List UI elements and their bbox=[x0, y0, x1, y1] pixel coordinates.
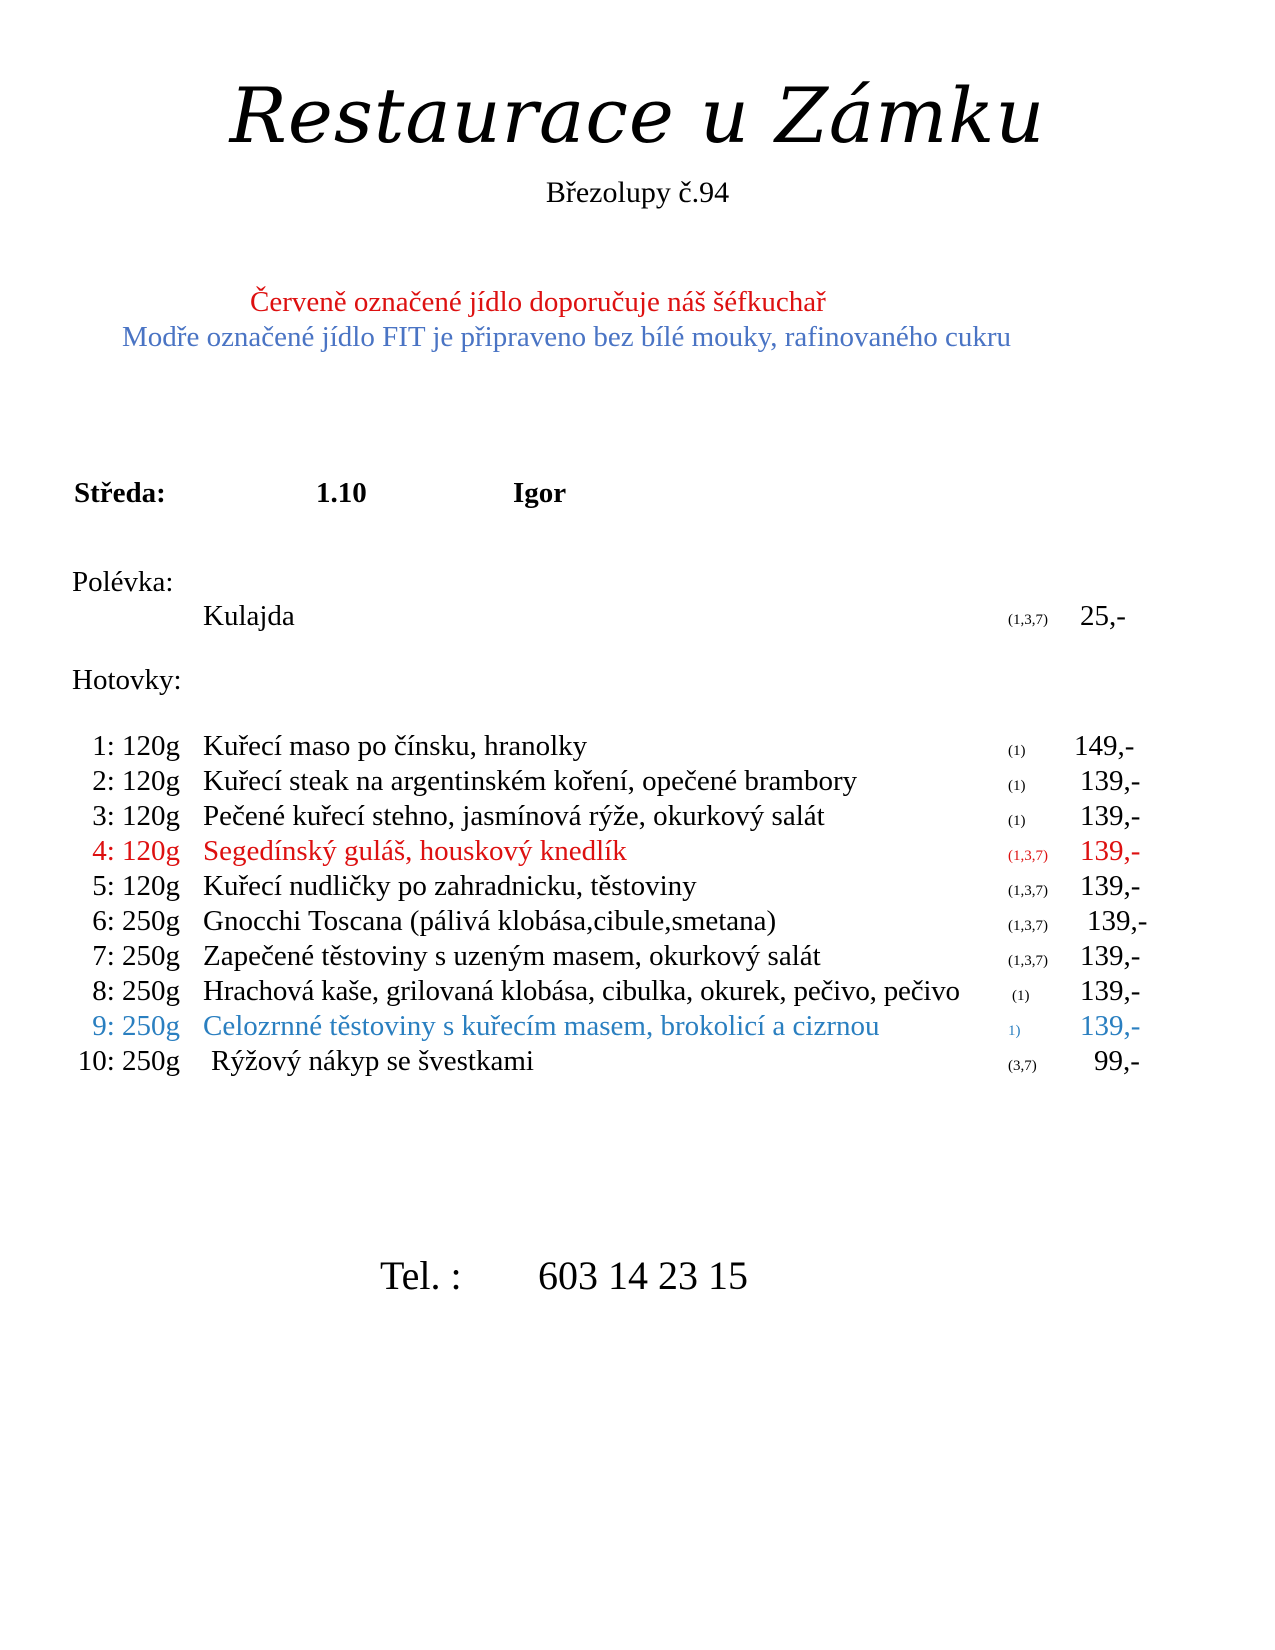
menu-item-name: Hrachová kaše, grilovaná klobása, cibulka, okurek, pečivo, pečivo bbox=[203, 975, 960, 1007]
menu-item-price: 139,- bbox=[1080, 765, 1141, 797]
phone-label: Tel. : bbox=[380, 1253, 462, 1298]
menu-item-allergens: (1,3,7) bbox=[1008, 883, 1048, 899]
menu-item-portion: 1: 120g bbox=[92, 730, 180, 762]
menu-item-allergens: (1,3,7) bbox=[1008, 953, 1048, 969]
menu-item-portion: 8: 250g bbox=[92, 975, 180, 1007]
menu-item-name: Kuřecí maso po čínsku, hranolky bbox=[203, 730, 588, 762]
menu-item-name: Rýžový nákyp se švestkami bbox=[211, 1045, 534, 1077]
menu-item-name: Segedínský guláš, houskový knedlík bbox=[203, 835, 627, 867]
menu-item-price: 139,- bbox=[1080, 835, 1141, 867]
menu-item-portion: 2: 120g bbox=[92, 765, 180, 797]
menu-date: 1.10 bbox=[316, 477, 367, 509]
soup-price: 25,- bbox=[1080, 600, 1126, 632]
menu-item-portion: 5: 120g bbox=[92, 870, 180, 902]
menu-item-name: Celozrnné těstoviny s kuřecím masem, brokolicí a cizrnou bbox=[203, 1010, 880, 1042]
menu-item-allergens: (1) bbox=[1008, 813, 1026, 829]
menu-item-name: Kuřecí steak na argentinském koření, opečené brambory bbox=[203, 765, 858, 797]
day-label: Středa: bbox=[74, 477, 166, 509]
restaurant-name: Restaurace u Zámku bbox=[229, 71, 1046, 160]
menu-item-allergens: (3,7) bbox=[1008, 1058, 1037, 1074]
menu-item-portion: 6: 250g bbox=[92, 905, 180, 937]
menu-item-price: 139,- bbox=[1080, 870, 1141, 902]
menu-item-allergens: 1) bbox=[1008, 1023, 1021, 1039]
menu-item-portion: 3: 120g bbox=[92, 800, 180, 832]
menu-item-allergens: (1) bbox=[1008, 743, 1026, 759]
menu-item-price: 139,- bbox=[1080, 940, 1141, 972]
menu-item-name: Pečené kuřecí stehno, jasmínová rýže, okurkový salát bbox=[203, 800, 825, 832]
menu-item-name: Zapečené těstoviny s uzeným masem, okurkový salát bbox=[203, 940, 821, 972]
menu-item-price: 99,- bbox=[1094, 1045, 1140, 1077]
menu-item-price: 139,- bbox=[1080, 1010, 1141, 1042]
phone-number[interactable]: 603 14 23 15 bbox=[538, 1253, 748, 1298]
menu-item-portion: 10: 250g bbox=[77, 1045, 180, 1077]
menu-item-allergens: (1,3,7) bbox=[1008, 918, 1048, 934]
menu-item-price: 149,- bbox=[1074, 730, 1135, 762]
restaurant-address: Březolupy č.94 bbox=[545, 176, 730, 209]
menu-item-portion: 9: 250g bbox=[92, 1010, 180, 1042]
legend-fit-meal: Modře označené jídlo FIT je připraveno bez bílé mouky, rafinovaného cukru bbox=[122, 321, 1012, 353]
soup-name: Kulajda bbox=[203, 600, 295, 632]
menu-item-price: 139,- bbox=[1087, 905, 1148, 937]
menu-item-portion: 7: 250g bbox=[92, 940, 180, 972]
soup-allergens: (1,3,7) bbox=[1008, 612, 1048, 628]
menu-item-portion: 4: 120g bbox=[92, 835, 180, 867]
legend-chef-recommendation: Červeně označené jídlo doporučuje náš šéfkuchař bbox=[250, 286, 826, 318]
soup-section-label: Polévka: bbox=[72, 566, 174, 598]
menu-item-name: Gnocchi Toscana (pálivá klobása,cibule,smetana) bbox=[203, 905, 777, 937]
menu-item-price: 139,- bbox=[1080, 800, 1141, 832]
mains-section-label: Hotovky: bbox=[72, 664, 182, 696]
menu-item-name: Kuřecí nudličky po zahradnicku, těstoviny bbox=[203, 870, 697, 902]
menu-item-allergens: (1) bbox=[1008, 778, 1026, 794]
menu-item-price: 139,- bbox=[1080, 975, 1141, 1007]
chef-name: Igor bbox=[513, 477, 567, 509]
menu-item-allergens: (1,3,7) bbox=[1008, 848, 1048, 864]
menu-item-allergens: (1) bbox=[1012, 988, 1030, 1004]
